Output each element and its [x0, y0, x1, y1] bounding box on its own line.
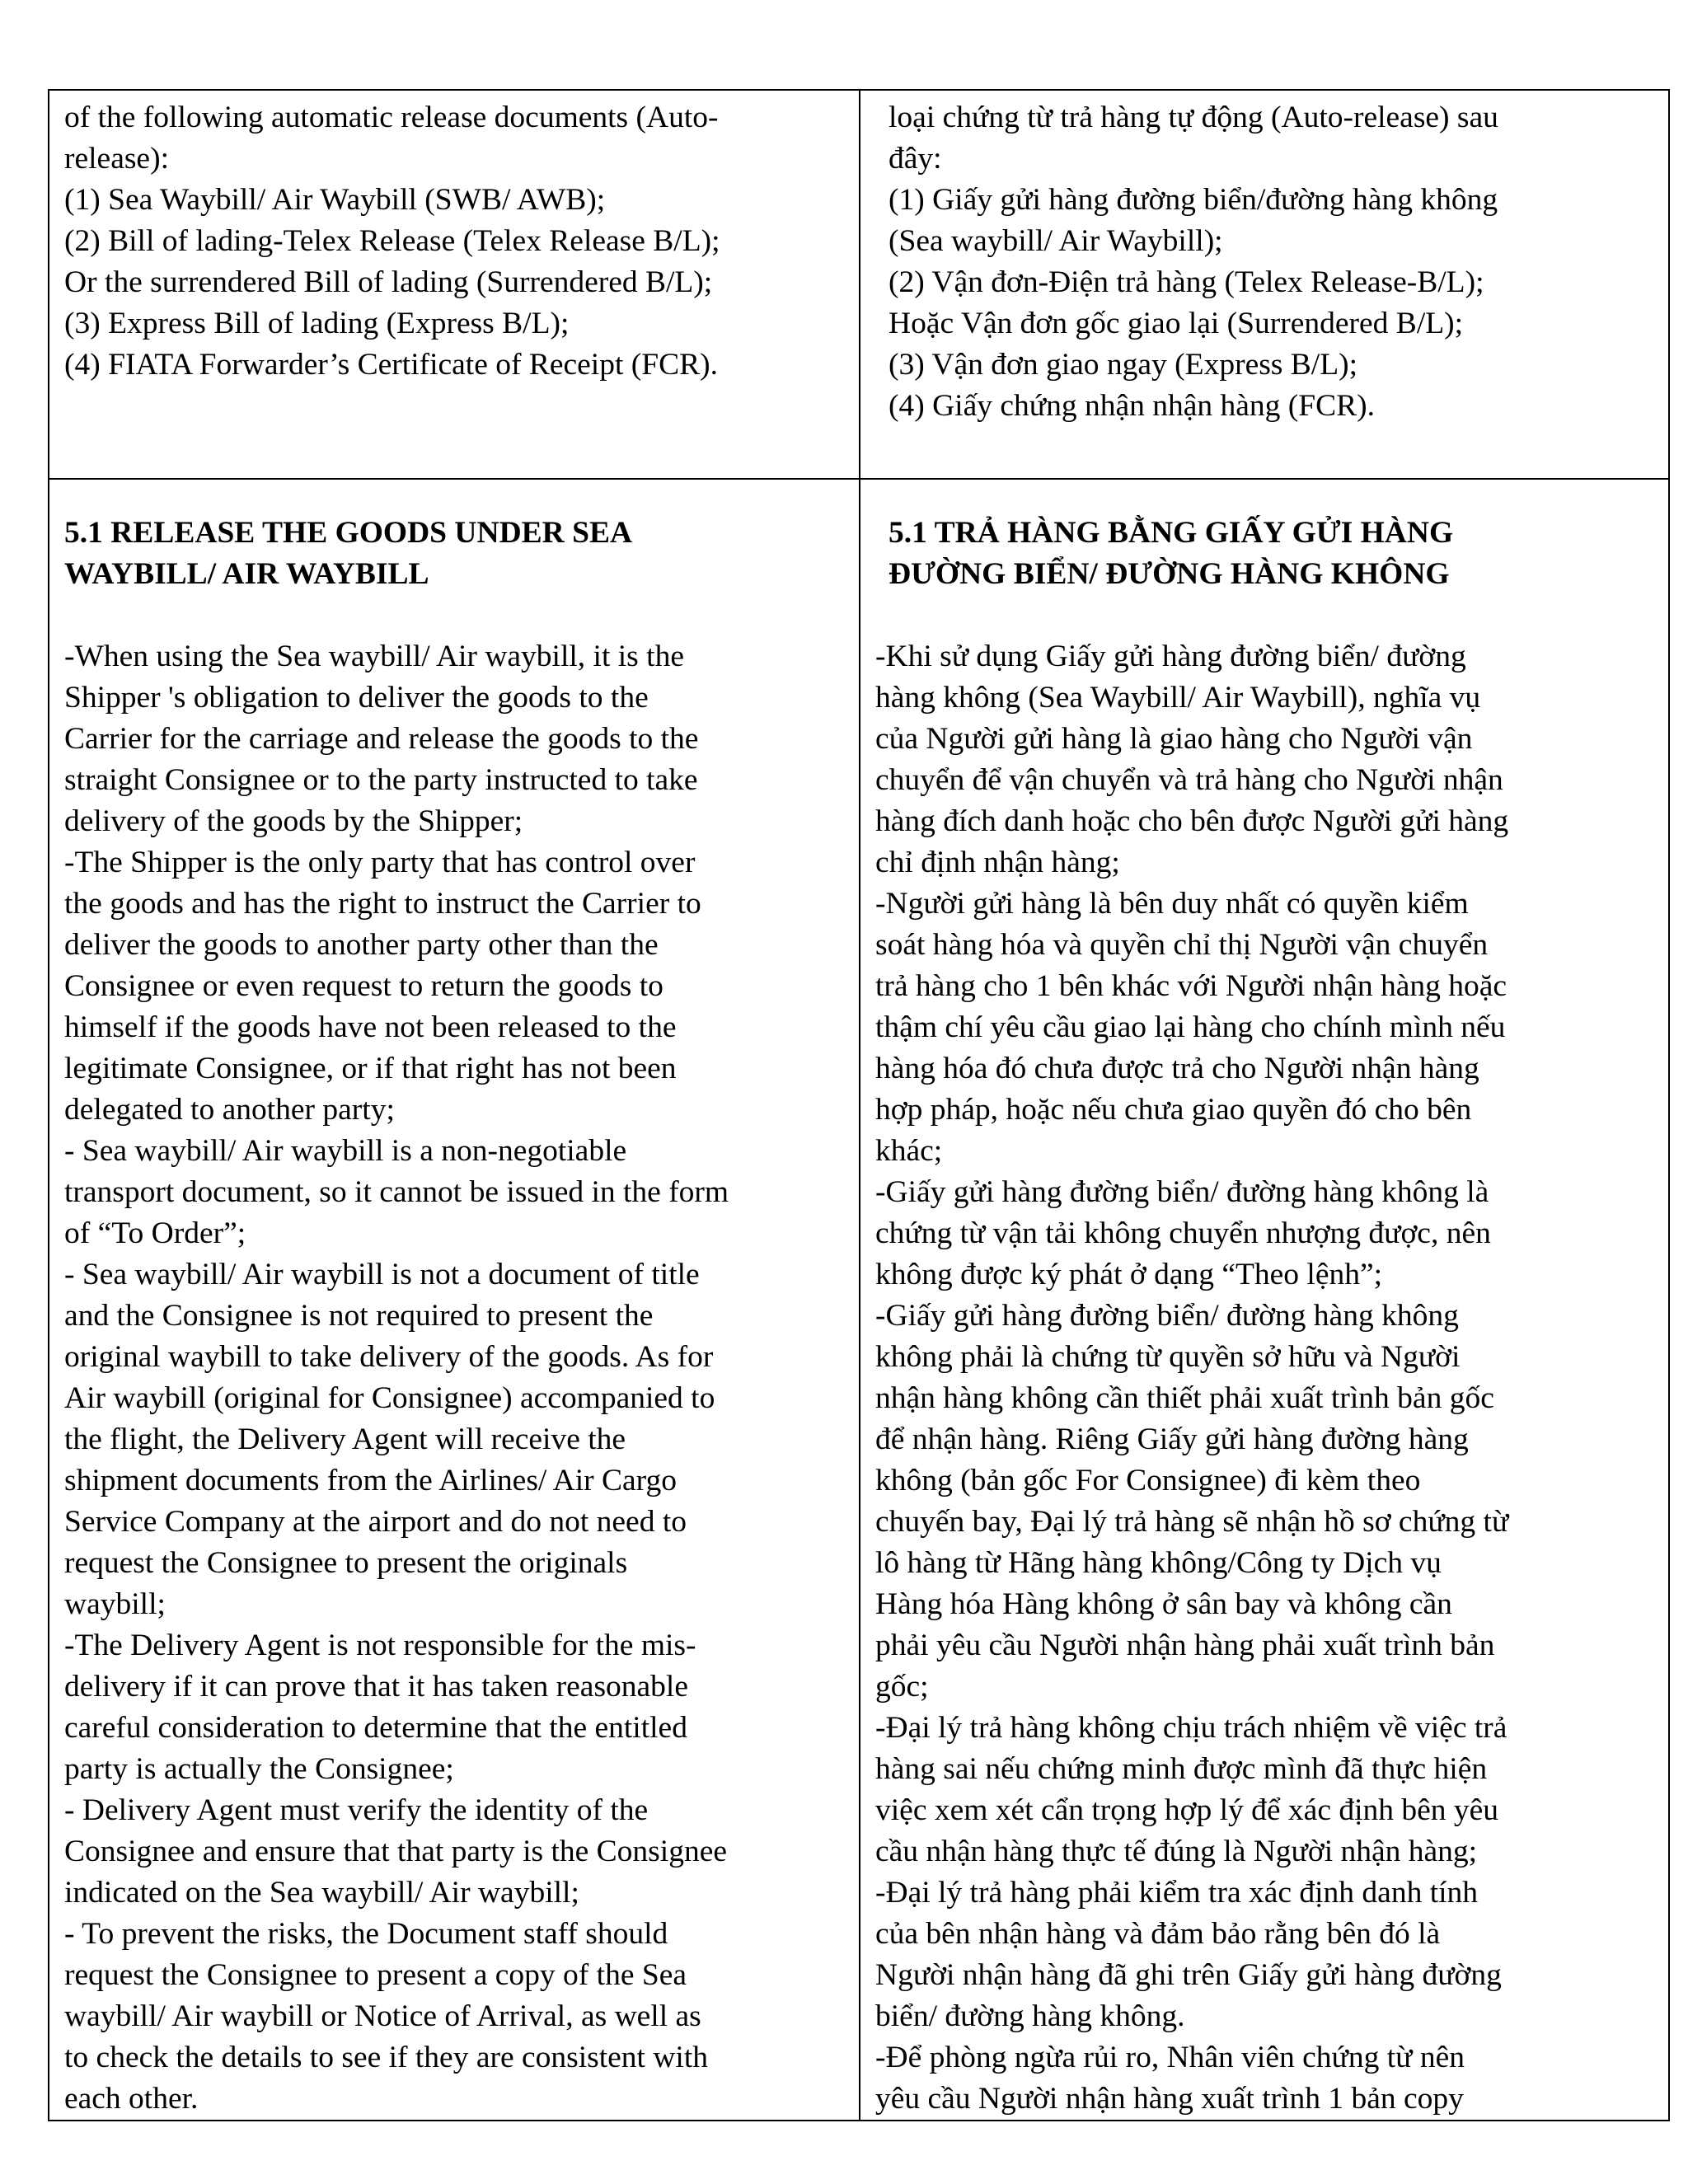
text-line: Consignee and ensure that that party is the Consignee: [64, 1835, 727, 1868]
cell-vi-section-5-1: [860, 479, 1669, 2121]
text-line: khác;: [875, 1134, 943, 1168]
text-line: lô hàng từ Hãng hàng không/Công ty Dịch vụ: [875, 1546, 1442, 1580]
text-line: of “To Order”;: [64, 1216, 246, 1250]
text-line: hàng không (Sea Waybill/ Air Waybill), nghĩa vụ: [875, 681, 1481, 715]
text-line: hàng đích danh hoặc cho bên được Người gửi hàng: [875, 804, 1509, 838]
text-line: and the Consignee is not required to present the: [64, 1299, 654, 1333]
text-line: không (bản gốc For Consignee) đi kèm theo: [875, 1464, 1421, 1497]
text-line: request the Consignee to present a copy of the Sea: [64, 1958, 687, 1992]
text-line: to check the details to see if they are consistent with: [64, 2041, 708, 2074]
cell-en-section-5-1: [49, 479, 860, 2121]
text-line: the goods and has the right to instruct the Carrier to: [64, 887, 701, 921]
text-line: không được ký phát ở dạng “Theo lệnh”;: [875, 1258, 1383, 1291]
text-line: (1) Giấy gửi hàng đường biển/đường hàng không: [889, 183, 1498, 217]
text-line: Hàng hóa Hàng không ở sân bay và không cần: [875, 1587, 1452, 1621]
text-line: phải yêu cầu Người nhận hàng phải xuất trình bản: [875, 1629, 1495, 1662]
text-line: (2) Bill of lading-Telex Release (Telex Release B/L);: [64, 224, 720, 258]
text-line: của bên nhận hàng và đảm bảo rằng bên đó là: [875, 1917, 1441, 1951]
section-heading: WAYBILL/ AIR WAYBILL: [64, 557, 429, 591]
text-line: -Để phòng ngừa rủi ro, Nhân viên chứng từ nên: [875, 2041, 1465, 2074]
text-line: hàng hóa đó chưa được trả cho Người nhận hàng: [875, 1052, 1479, 1085]
text-line: cầu nhận hàng thực tế đúng là Người nhận hàng;: [875, 1835, 1478, 1868]
section-heading: 5.1 TRẢ HÀNG BẰNG GIẤY GỬI HÀNG: [889, 516, 1454, 550]
text-line: -Giấy gửi hàng đường biển/ đường hàng không: [875, 1299, 1459, 1333]
text-line: chứng từ vận tải không chuyển nhượng được, nên: [875, 1216, 1491, 1250]
text-line: không phải là chứng từ quyền sở hữu và Người: [875, 1340, 1461, 1374]
text-line: - Sea waybill/ Air waybill is not a document of title: [64, 1258, 700, 1291]
text-line: -The Delivery Agent is not responsible for the mis-: [64, 1629, 696, 1662]
text-line: Service Company at the airport and do not need to: [64, 1505, 687, 1539]
text-line: chỉ định nhận hàng;: [875, 846, 1120, 879]
text-line: original waybill to take delivery of the goods. As for: [64, 1340, 714, 1374]
text-line: (2) Vận đơn-Điện trả hàng (Telex Release-B/L);: [889, 265, 1484, 299]
text-line: của Người gửi hàng là giao hàng cho Người vận: [875, 722, 1473, 756]
text-line: (4) Giấy chứng nhận nhận hàng (FCR).: [889, 389, 1376, 423]
text-line: trả hàng cho 1 bên khác với Người nhận hàng hoặc: [875, 969, 1507, 1003]
text-line: đây:: [889, 142, 942, 176]
bilingual-table: [48, 89, 1670, 2121]
text-line: legitimate Consignee, or if that right has not been: [64, 1052, 677, 1085]
text-line: deliver the goods to another party other than the: [64, 928, 659, 962]
text-line: yêu cầu Người nhận hàng xuất trình 1 bản copy: [875, 2082, 1464, 2116]
text-line: himself if the goods have not been released to the: [64, 1010, 677, 1044]
text-line: waybill;: [64, 1587, 166, 1621]
section-heading: 5.1 RELEASE THE GOODS UNDER SEA: [64, 516, 633, 550]
text-line: -The Shipper is the only party that has control over: [64, 846, 696, 879]
spacer: [64, 595, 847, 636]
text-line: (3) Vận đơn giao ngay (Express B/L);: [889, 348, 1358, 382]
text-line: - Delivery Agent must verify the identity of the: [64, 1793, 649, 1827]
spacer: [875, 595, 1657, 636]
text-line: -Đại lý trả hàng phải kiểm tra xác định danh tính: [875, 1876, 1479, 1910]
text-line: soát hàng hóa và quyền chỉ thị Người vận chuyển: [875, 928, 1489, 962]
text-line: -Giấy gửi hàng đường biển/ đường hàng không là: [875, 1175, 1489, 1209]
text-line: - To prevent the risks, the Document staff should: [64, 1917, 668, 1951]
text-line: Carrier for the carriage and release the goods to the: [64, 722, 699, 756]
text-line: delivery of the goods by the Shipper;: [64, 804, 523, 838]
text-line: transport document, so it cannot be issued in the form: [64, 1175, 729, 1209]
text-line: Người nhận hàng đã ghi trên Giấy gửi hàng đường: [875, 1958, 1502, 1992]
text-line: waybill/ Air waybill or Notice of Arrival, as well as: [64, 1999, 701, 2033]
text-line: delegated to another party;: [64, 1093, 395, 1127]
text-line: loại chứng từ trả hàng tự động (Auto-release) sau: [889, 101, 1498, 134]
text-line: Hoặc Vận đơn gốc giao lại (Surrendered B/L);: [889, 307, 1464, 340]
text-line: (3) Express Bill of lading (Express B/L);: [64, 307, 570, 340]
text-line: straight Consignee or to the party instructed to take: [64, 763, 698, 797]
table-row-section-5-1: [49, 479, 1669, 2121]
text-line: Air waybill (original for Consignee) accompanied to: [64, 1381, 715, 1415]
table-row-release-documents: [49, 90, 1669, 479]
text-line: shipment documents from the Airlines/ Air Cargo: [64, 1464, 677, 1497]
text-line: release):: [64, 142, 169, 176]
section-heading: ĐƯỜNG BIỂN/ ĐƯỜNG HÀNG KHÔNG: [889, 557, 1450, 591]
cell-vi-release-documents: [860, 90, 1669, 479]
text-line: Shipper 's obligation to deliver the goods to the: [64, 681, 649, 715]
text-line: -Đại lý trả hàng không chịu trách nhiệm về việc trả: [875, 1711, 1507, 1745]
text-line: việc xem xét cẩn trọng hợp lý để xác định bên yêu: [875, 1793, 1499, 1827]
text-line: party is actually the Consignee;: [64, 1752, 454, 1786]
text-line: chuyển để vận chuyển và trả hàng cho Người nhận: [875, 763, 1503, 797]
text-line: (Sea waybill/ Air Waybill);: [889, 224, 1223, 258]
text-line: thậm chí yêu cầu giao lại hàng cho chính mình nếu: [875, 1010, 1506, 1044]
text-line: chuyến bay, Đại lý trả hàng sẽ nhận hồ sơ chứng từ: [875, 1505, 1509, 1539]
text-line: delivery if it can prove that it has taken reasonable: [64, 1670, 688, 1704]
text-line: gốc;: [875, 1670, 929, 1704]
text-line: hợp pháp, hoặc nếu chưa giao quyền đó cho bên: [875, 1093, 1472, 1127]
text-line: of the following automatic release documents (Auto-: [64, 101, 719, 134]
text-line: - Sea waybill/ Air waybill is a non-negotiable: [64, 1134, 627, 1168]
text-line: -When using the Sea waybill/ Air waybill, it is the: [64, 640, 684, 673]
text-line: indicated on the Sea waybill/ Air waybill;: [64, 1876, 579, 1910]
text-line: request the Consignee to present the originals: [64, 1546, 628, 1580]
text-line: the flight, the Delivery Agent will receive the: [64, 1422, 626, 1456]
text-line: (1) Sea Waybill/ Air Waybill (SWB/ AWB);: [64, 183, 606, 217]
text-line: -Người gửi hàng là bên duy nhất có quyền kiểm: [875, 887, 1469, 921]
text-line: hàng sai nếu chứng minh được mình đã thực hiện: [875, 1752, 1488, 1786]
text-line: -Khi sử dụng Giấy gửi hàng đường biển/ đường: [875, 640, 1466, 673]
text-line: Or the surrendered Bill of lading (Surrendered B/L);: [64, 265, 713, 299]
text-line: nhận hàng không cần thiết phải xuất trình bản gốc: [875, 1381, 1494, 1415]
text-line: (4) FIATA Forwarder’s Certificate of Receipt (FCR).: [64, 348, 718, 382]
text-line: để nhận hàng. Riêng Giấy gửi hàng đường hàng: [875, 1422, 1469, 1456]
cell-en-release-documents: [49, 90, 860, 479]
text-line: careful consideration to determine that the entitled: [64, 1711, 687, 1745]
text-line: each other.: [64, 2082, 199, 2116]
text-line: biển/ đường hàng không.: [875, 1999, 1185, 2033]
text-line: Consignee or even request to return the goods to: [64, 969, 663, 1003]
